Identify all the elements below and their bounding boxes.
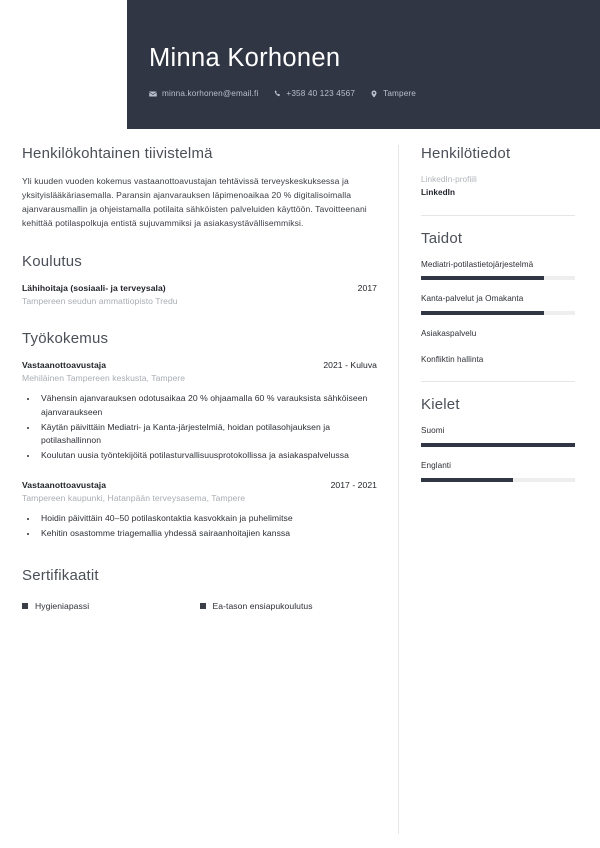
language-level-fill <box>421 443 575 447</box>
detail-item <box>421 174 575 200</box>
experience-entry <box>22 480 377 541</box>
certificate-item <box>22 601 200 611</box>
skill-item <box>421 354 575 366</box>
certificate-label: Ea-tason ensiapukoulutus <box>212 601 313 612</box>
experience-date: 2017 - 2021 <box>330 480 377 491</box>
languages-heading: Kielet <box>421 396 460 414</box>
skill-name: Mediatri-potilastietojärjestelmä <box>421 259 534 269</box>
location-pin-icon <box>370 90 378 98</box>
language-name: Suomi <box>421 426 445 436</box>
column-divider <box>398 145 399 834</box>
skill-item <box>421 259 575 281</box>
contact-row <box>149 89 600 98</box>
experience-job-title: Vastaanottoavustaja <box>22 359 107 370</box>
experience-bullet: • Hoidin päivittäin 40–50 potilaskontaktia kasvokkain ja puhelimitse <box>38 512 377 526</box>
experience-bullet: • Vähensin ajanvarauksen odotusaikaa 20 % ohjaamalla 60 % varauksista sähköiseen ajanvaraukseen <box>38 392 377 420</box>
skills-heading: Taidot <box>421 229 463 247</box>
section-certificates <box>22 567 377 611</box>
experience-bullet: • Koulutan uusia työntekijöitä potilasturvallisuusprotokollissa ja asiakaspalvelussa <box>38 449 377 463</box>
experience-entry <box>22 360 377 464</box>
experience-heading: Työkokemus <box>22 329 109 347</box>
language-level-fill <box>421 478 513 482</box>
certificate-item <box>200 601 378 611</box>
contact-phone-text: +358 40 123 4567 <box>286 89 356 99</box>
skill-name: Kanta-palvelut ja Omakanta <box>421 294 524 304</box>
language-level-track <box>421 443 575 447</box>
personal-details-heading: Henkilötiedot <box>421 145 511 162</box>
skill-name: Asiakaspalvelu <box>421 329 477 339</box>
section-skills <box>421 230 575 367</box>
skill-level-track <box>421 276 575 280</box>
section-rule <box>421 381 575 382</box>
experience-job-title: Vastaanottoavustaja <box>22 480 107 491</box>
left-column <box>22 145 377 629</box>
resume-body <box>0 129 600 848</box>
linkedin-link[interactable]: LinkedIn <box>421 188 456 198</box>
skill-level-fill <box>421 311 544 315</box>
right-column <box>421 145 575 495</box>
square-bullet-icon <box>200 603 206 609</box>
skill-name: Konfliktin hallinta <box>421 355 484 365</box>
skill-item <box>421 293 575 315</box>
contact-email-text: minna.korhonen@email.fi <box>162 89 259 99</box>
education-entry <box>22 283 377 306</box>
experience-bullets <box>38 512 377 541</box>
envelope-icon <box>149 90 157 98</box>
language-item <box>421 460 575 482</box>
contact-location <box>370 89 416 98</box>
summary-text: Yli kuuden vuoden kokemus vastaanottoavustajan tehtävissä terveyskeskuksessa ja yksityislääkäriasemalla. Paransin ajanvarauksen läpimenoaikaa 20 % digitalisoimalla ajanvarausmallin ja ohjeistamalla potilaita sähköisten palveluiden käyttöön. Tavoitteenani kehittää potilaspolkuja entistä sujuvammiksi ja asiakasystävällisemmiksi. <box>22 176 367 228</box>
certificates-heading: Sertifikaatit <box>22 567 99 585</box>
skill-level-fill <box>421 276 544 280</box>
education-heading: Koulutus <box>22 252 82 270</box>
experience-employer: Tampereen kaupunki, Hatanpään terveysasema, Tampere <box>22 493 246 504</box>
contact-email[interactable] <box>149 89 258 98</box>
experience-entry-head <box>22 480 377 490</box>
education-degree: Lähihoitaja (sosiaali- ja terveysala) <box>22 282 166 293</box>
experience-bullets <box>38 392 377 464</box>
detail-label: LinkedIn-profiili <box>421 175 477 184</box>
language-item <box>421 425 575 447</box>
contact-location-text: Tampere <box>383 89 416 99</box>
experience-bullet: • Kehitin osastomme triagemallia yhdessä sairaanhoitajien kanssa <box>38 527 377 541</box>
experience-date: 2021 - Kuluva <box>323 359 377 370</box>
section-experience <box>22 330 377 541</box>
square-bullet-icon <box>22 603 28 609</box>
section-summary <box>22 145 377 231</box>
phone-icon <box>273 90 281 98</box>
resume-header <box>127 0 600 129</box>
education-date: 2017 <box>357 282 377 293</box>
section-education <box>22 253 377 306</box>
certificates-grid <box>22 601 377 611</box>
section-personal-details <box>421 145 575 200</box>
experience-entry-head <box>22 360 377 370</box>
education-entry-head <box>22 283 377 293</box>
experience-employer: Mehiläinen Tampereen keskusta, Tampere <box>22 372 186 383</box>
skill-item <box>421 328 575 340</box>
experience-bullet: • Käytän päivittäin Mediatri- ja Kanta-järjestelmiä, hoidan potilasohjauksen ja potilashallinnon <box>38 421 377 449</box>
language-name: Englanti <box>421 461 451 471</box>
education-school: Tampereen seudun ammattiopisto Tredu <box>22 295 178 306</box>
section-languages <box>421 396 575 482</box>
section-rule <box>421 215 575 216</box>
contact-phone[interactable] <box>273 89 355 98</box>
certificate-label: Hygieniapassi <box>35 601 90 612</box>
skill-level-track <box>421 311 575 315</box>
summary-heading: Henkilökohtainen tiivistelmä <box>22 145 213 162</box>
candidate-name: Minna Korhonen <box>149 44 341 72</box>
language-level-track <box>421 478 575 482</box>
